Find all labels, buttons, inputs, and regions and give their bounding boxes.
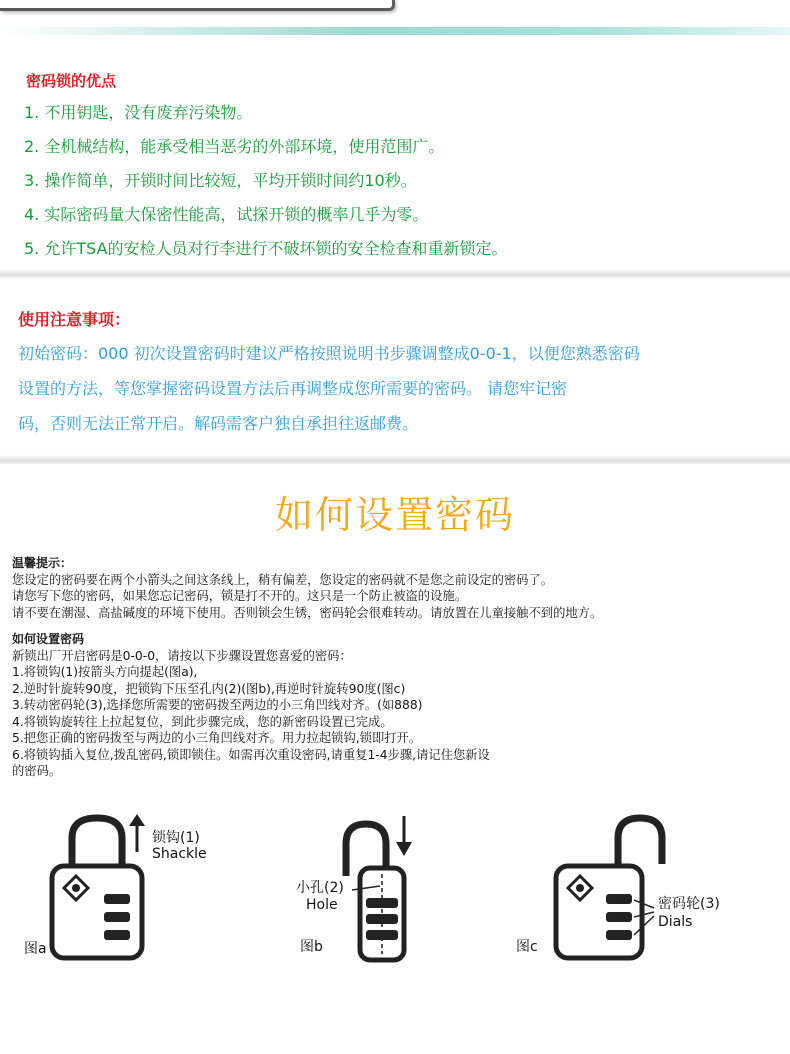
advantage-item: 4. 实际密码量大保密性能高，试探开锁的概率几乎为零。: [24, 205, 429, 224]
advantage-item: 3. 操作简单，开锁时间比较短，平均开锁时间约10秒。: [24, 171, 417, 190]
dials-callout-en: Dials: [658, 914, 693, 930]
teal-gradient-bar: [0, 27, 790, 35]
section-divider: [0, 269, 790, 278]
steps-heading: 如何设置密码: [12, 632, 85, 646]
figure-a: [24, 814, 207, 958]
advantage-item: 2. 全机械结构，能承受相当恶劣的外部环境，使用范围广。: [24, 137, 445, 156]
advantage-item: 5. 允许TSA的安检人员对行李进行不破坏锁的安全检查和重新锁定。: [24, 239, 508, 258]
figure-c-label: 图c: [516, 939, 538, 955]
hole-callout-cn: 小孔(2): [296, 880, 344, 896]
lock-figures: [0, 810, 790, 990]
how-to-title: 如何设置密码: [274, 493, 515, 537]
top-frame-decoration: [0, 0, 395, 11]
shackle-callout-cn: 锁钩(1): [152, 830, 200, 846]
notes-title: 使用注意事项：: [18, 310, 131, 329]
tips-heading: 温馨提示：: [12, 556, 73, 570]
step-line: 1.将锁钩(1)按箭头方向提起(图a),: [12, 665, 198, 679]
advantages-title: 密码锁的优点: [26, 72, 117, 90]
step-line: 2.逆时针旋转90度，把锁钩下压至孔内(2)(图b),再逆时针旋转90度(图c): [12, 681, 406, 696]
shackle-callout-en: Shackle: [152, 846, 207, 862]
advantages-list: [24, 96, 508, 266]
tip-line: 请不要在潮湿、高盐碱度的环境下使用。否则锁会生锈，密码轮会很难转动。请放置在儿童接触不到的地方。: [12, 605, 603, 620]
figure-b: [296, 816, 412, 960]
lock-body-icon: [556, 866, 642, 958]
step-line: 3.转动密码轮(3),选择您所需要的密码拨至两边的小三角凹线对齐。(如888): [12, 698, 423, 712]
step-line: 5.把您正确的密码拨至与两边的小三角凹线对齐。用力拉起锁钩,锁即打开。: [12, 731, 422, 745]
section-divider: [0, 455, 790, 464]
hole-callout-en: Hole: [306, 897, 338, 913]
step-line: 新锁出厂开启密码是0-0-0，请按以下步骤设置您喜爱的密码：: [12, 648, 352, 663]
dial-icon: [366, 914, 398, 924]
advantage-item: 1. 不用钥匙，没有废弃污染物。: [24, 103, 253, 122]
dial-icon: [366, 930, 398, 940]
shackle-icon: [72, 818, 122, 870]
step-line: 6.将锁钩插入复位,拨乱密码,锁即锁住。如需再次重设密码,请重复1-4步骤,请记住您新设: [12, 747, 490, 762]
dial-icon: [606, 912, 632, 922]
tip-line: 请您写下您的密码，如果您忘记密码，锁是打不开的。这只是一个防止被盗的设施。: [12, 589, 467, 603]
figure-c: [516, 818, 720, 958]
shackle-icon: [618, 818, 662, 868]
lock-body-icon: [52, 866, 142, 958]
note-line: 初始密码：000 初次设置密码时建议严格按照说明书步骤调整成0-0-1，以便您熟悉密码: [18, 344, 640, 363]
dial-icon: [606, 930, 632, 940]
note-line: 设置的方法，等您掌握密码设置方法后再调整成您所需要的密码。 请您牢记密: [18, 379, 568, 398]
figure-b-label: 图b: [300, 939, 323, 955]
dial-icon: [104, 912, 130, 922]
dial-icon: [104, 894, 130, 904]
note-line: 码，否则无法正常开启。解码需客户独自承担往返邮费。: [18, 414, 419, 433]
notes-body: [18, 336, 640, 441]
step-line: 的密码。: [12, 764, 62, 778]
tip-line: 您设定的密码要在两个小箭头之间这条线上，稍有偏差，您设定的密码就不是您之前设定的密码了。: [12, 572, 554, 587]
dial-icon: [104, 930, 130, 940]
dial-icon: [366, 898, 398, 908]
dials-callout-cn: 密码轮(3): [658, 896, 720, 912]
step-line: 4.将锁钩旋转往上拉起复位，到此步骤完成，您的新密码设置已完成。: [12, 714, 393, 729]
instruction-text: [12, 555, 602, 780]
figure-a-label: 图a: [24, 941, 47, 957]
dial-icon: [606, 894, 632, 904]
